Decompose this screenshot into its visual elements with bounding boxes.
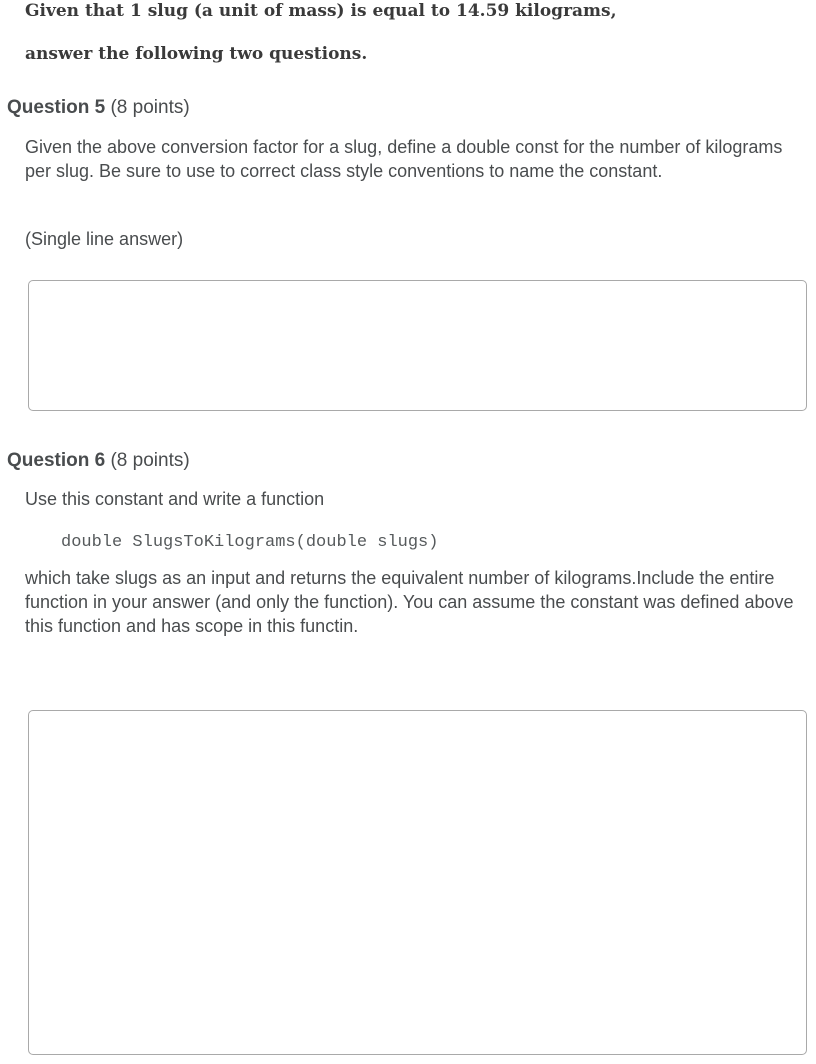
intro-line-2: answer the following two questions. (25, 44, 368, 64)
question-5-note: (Single line answer) (25, 229, 184, 249)
question-6-points: (8 points) (110, 450, 190, 471)
question-5-title: Question 5 (7, 97, 106, 118)
question-6-prompt-detail: which take slugs as an input and returns the equivalent number of kilograms.Include the entire function in your answer (and only the function). You can assume the constant was defined above this function and has scope in this functin. (25, 568, 794, 636)
question-6-heading (7, 450, 190, 472)
question-6-answer-field[interactable] (28, 710, 807, 1055)
intro-line-1: Given that 1 slug (a unit of mass) is equal to 14.59 kilograms, (25, 1, 617, 21)
question-6-title: Question 6 (7, 450, 106, 471)
question-6-code-signature: double SlugsToKilograms(double slugs) (61, 533, 439, 552)
question-6-prompt-intro: Use this constant and write a function (25, 489, 325, 509)
question-5-prompt: Given the above conversion factor for a slug, define a double const for the number of kilograms per slug. Be sure to use to correct class style conventions to name the constant. (25, 137, 783, 181)
question-5-heading (7, 97, 190, 119)
question-5-points: (8 points) (110, 97, 190, 118)
question-5-answer-field[interactable] (28, 280, 807, 411)
